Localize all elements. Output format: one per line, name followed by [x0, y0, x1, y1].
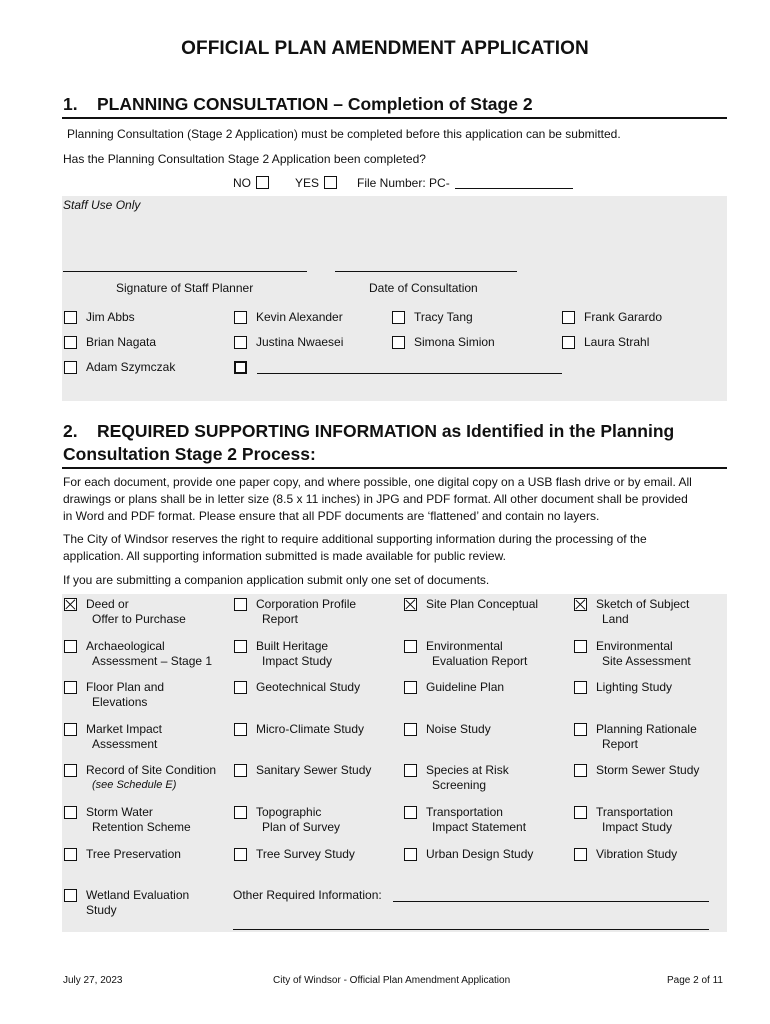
file-number-label: File Number: PC- [357, 176, 450, 190]
document-label [256, 597, 356, 627]
document-label-line2: Assessment – Stage 1 [92, 654, 213, 668]
document-label-line1: Noise Study [426, 722, 491, 736]
paragraph-1-line: For each document, provide one paper copy, and where possible, one digital copy on a USB flash drive or by email. All [63, 475, 692, 489]
document-label [426, 597, 538, 612]
planner-checkbox[interactable] [562, 336, 575, 349]
document-checkbox[interactable] [574, 848, 587, 861]
footer-page: Page 2 of 11 [667, 975, 723, 986]
document-label [86, 597, 186, 627]
document-checkbox[interactable] [234, 640, 247, 653]
document-label-line2: Impact Statement [432, 820, 527, 834]
document-label-line1: Geotechnical Study [256, 680, 361, 694]
document-label [596, 847, 677, 862]
document-label [596, 805, 673, 835]
document-label [426, 805, 526, 835]
paragraph-3: If you are submitting a companion application submit only one set of documents. [63, 573, 490, 587]
signature-line[interactable] [63, 271, 307, 272]
other-planner-line[interactable] [257, 373, 562, 374]
document-label-line1: Lighting Study [596, 680, 673, 694]
date-line[interactable] [335, 271, 517, 272]
section-1-number: 1. [63, 94, 78, 114]
document-label [86, 763, 216, 793]
wetland-label-line1: Wetland Evaluation [86, 888, 190, 902]
yes-label: YES [295, 176, 320, 190]
document-label-line1: Urban Design Study [426, 847, 534, 861]
document-label-line2: Elevations [92, 695, 148, 709]
document-checkbox[interactable] [64, 848, 77, 861]
document-label-line1: Species at Risk [426, 763, 509, 777]
document-checkbox[interactable] [574, 640, 587, 653]
document-label-line1: Micro-Climate Study [256, 722, 365, 736]
document-checkbox[interactable] [574, 764, 587, 777]
document-label-line1: Transportation [596, 805, 673, 819]
document-label [256, 722, 364, 737]
document-label-line1: Corporation Profile [256, 597, 357, 611]
staff-use-only-label: Staff Use Only [63, 198, 141, 212]
planner-name: Frank Garardo [584, 310, 663, 324]
document-label-line1: Deed or [86, 597, 129, 611]
other-planner-checkbox[interactable] [234, 361, 247, 374]
document-label-line1: Market Impact [86, 722, 163, 736]
document-label [426, 639, 527, 669]
planner-name: Adam Szymczak [86, 360, 176, 374]
other-info-line-2[interactable] [233, 929, 709, 930]
planner-name: Tracy Tang [414, 310, 473, 324]
planner-checkbox[interactable] [64, 311, 77, 324]
document-checkbox[interactable] [64, 598, 77, 611]
wetland-evaluation-label [86, 888, 189, 918]
document-label-line1: Transportation [426, 805, 503, 819]
document-label [256, 680, 360, 695]
document-checkbox[interactable] [404, 764, 417, 777]
document-label-line2: Land [602, 612, 629, 626]
document-label [256, 805, 340, 835]
document-label-line2: Screening [432, 778, 487, 792]
document-checkbox[interactable] [574, 806, 587, 819]
section-2-heading [63, 420, 674, 466]
planner-checkbox[interactable] [234, 311, 247, 324]
document-label [256, 847, 355, 862]
paragraph-1-line: drawings or plans shall be in letter size (8.5 x 11 inches) in JPG and PDF format. All other document shall be provided [63, 492, 688, 506]
document-checkbox[interactable] [64, 640, 77, 653]
signature-label: Signature of Staff Planner [116, 281, 254, 295]
yes-checkbox[interactable] [324, 176, 337, 189]
document-label-line2: Impact Study [602, 820, 673, 834]
document-label [86, 680, 164, 710]
document-checkbox[interactable] [404, 640, 417, 653]
document-label-line2: Site Assessment [602, 654, 691, 668]
planner-name: Brian Nagata [86, 335, 157, 349]
document-checkbox[interactable] [64, 764, 77, 777]
planner-name: Kevin Alexander [256, 310, 343, 324]
document-label-line1: Floor Plan and [86, 680, 165, 694]
document-label-line1: Planning Rationale [596, 722, 697, 736]
document-label-line1: Topographic [256, 805, 322, 819]
no-label: NO [233, 176, 251, 190]
document-checkbox[interactable] [404, 723, 417, 736]
document-label [596, 597, 689, 627]
document-checkbox[interactable] [404, 848, 417, 861]
paragraph-2 [63, 531, 647, 565]
document-label-line2: Report [262, 612, 299, 626]
document-label-line2: Offer to Purchase [92, 612, 186, 626]
section-2-title-line2: Consultation Stage 2 Process: [63, 444, 316, 464]
document-label [596, 722, 697, 752]
document-label-line2: (see Schedule E) [92, 779, 177, 791]
document-label-line1: Environmental [596, 639, 673, 653]
document-label-line1: Tree Preservation [86, 847, 181, 861]
no-checkbox[interactable] [256, 176, 269, 189]
planner-checkbox[interactable] [392, 311, 405, 324]
document-checkbox[interactable] [404, 598, 417, 611]
planner-checkbox[interactable] [562, 311, 575, 324]
other-info-line-1[interactable] [393, 901, 709, 902]
planner-checkbox[interactable] [64, 336, 77, 349]
document-checkbox[interactable] [64, 723, 77, 736]
file-number-field[interactable] [455, 188, 573, 189]
document-checkbox[interactable] [234, 598, 247, 611]
document-checkbox[interactable] [234, 681, 247, 694]
document-checkbox[interactable] [574, 681, 587, 694]
document-label [426, 680, 504, 695]
document-checkbox[interactable] [404, 806, 417, 819]
document-label [426, 847, 533, 862]
document-label-line1: Site Plan Conceptual [426, 597, 539, 611]
section-1-note: Planning Consultation (Stage 2 Application) must be completed before this application can be submitted. [67, 127, 621, 141]
wetland-label-line2: Study [86, 903, 117, 917]
document-label-line2: Evaluation Report [432, 654, 528, 668]
paragraph-2-line: The City of Windsor reserves the right to require additional supporting information during the processing of the [63, 532, 647, 546]
section-2-title-line1: REQUIRED SUPPORTING INFORMATION as Identified in the Planning [97, 421, 675, 441]
planner-name: Justina Nwaesei [256, 335, 344, 349]
document-checkbox[interactable] [64, 806, 77, 819]
document-label-line1: Guideline Plan [426, 680, 505, 694]
section-1-heading [63, 94, 533, 115]
document-label-line1: Record of Site Condition [86, 763, 217, 777]
planner-checkbox[interactable] [392, 336, 405, 349]
document-label-line1: Tree Survey Study [256, 847, 355, 861]
document-checkbox[interactable] [64, 681, 77, 694]
footer-date: July 27, 2023 [63, 975, 123, 986]
document-label [86, 847, 181, 862]
document-label [426, 763, 509, 793]
document-label [86, 722, 162, 752]
document-label [596, 680, 672, 695]
document-checkbox[interactable] [234, 848, 247, 861]
document-label-line2: Assessment [92, 737, 158, 751]
document-label-line1: Storm Water [86, 805, 153, 819]
document-label [596, 763, 699, 778]
planner-checkbox[interactable] [234, 336, 247, 349]
section-2-number: 2. [63, 421, 78, 441]
planner-checkbox[interactable] [64, 361, 77, 374]
planner-name: Simona Simion [414, 335, 495, 349]
date-label: Date of Consultation [369, 281, 478, 295]
document-label-line1: Archaeological [86, 639, 165, 653]
section-1-rule [62, 117, 727, 119]
completion-question: Has the Planning Consultation Stage 2 Application been completed? [63, 152, 426, 166]
document-label-line2: Report [602, 737, 639, 751]
paragraph-1 [63, 474, 692, 525]
document-label-line1: Built Heritage [256, 639, 329, 653]
page-title: OFFICIAL PLAN AMENDMENT APPLICATION [181, 38, 589, 59]
paragraph-1-line: in Word and PDF format. Please ensure that all PDF documents are ‘flattened’ and contain no layers. [63, 509, 600, 523]
section-2-rule [62, 467, 727, 469]
document-checkbox[interactable] [234, 806, 247, 819]
document-checkbox[interactable] [404, 681, 417, 694]
paragraph-2-line: application. All supporting information submitted is made available for public review. [63, 549, 506, 563]
wetland-evaluation-checkbox[interactable] [64, 889, 77, 902]
footer-title: City of Windsor - Official Plan Amendment Application [273, 975, 511, 986]
document-label [256, 763, 371, 778]
document-label [426, 722, 491, 737]
document-label [86, 805, 191, 835]
document-label-line2: Impact Study [262, 654, 333, 668]
document-label-line1: Sketch of Subject [596, 597, 690, 611]
document-checkbox[interactable] [574, 598, 587, 611]
planner-name: Jim Abbs [86, 310, 135, 324]
document-label [256, 639, 332, 669]
document-label [596, 639, 691, 669]
document-checkbox[interactable] [574, 723, 587, 736]
document-checkbox[interactable] [234, 764, 247, 777]
document-label-line2: Plan of Survey [262, 820, 341, 834]
document-label-line1: Storm Sewer Study [596, 763, 700, 777]
document-label-line1: Sanitary Sewer Study [256, 763, 372, 777]
planner-name: Laura Strahl [584, 335, 650, 349]
document-checkbox[interactable] [234, 723, 247, 736]
document-label-line1: Vibration Study [596, 847, 678, 861]
section-1-title: PLANNING CONSULTATION – Completion of Stage 2 [97, 94, 533, 114]
document-label-line2: Retention Scheme [92, 820, 191, 834]
document-label-line1: Environmental [426, 639, 503, 653]
other-info-label: Other Required Information: [233, 888, 382, 902]
document-label [86, 639, 212, 669]
